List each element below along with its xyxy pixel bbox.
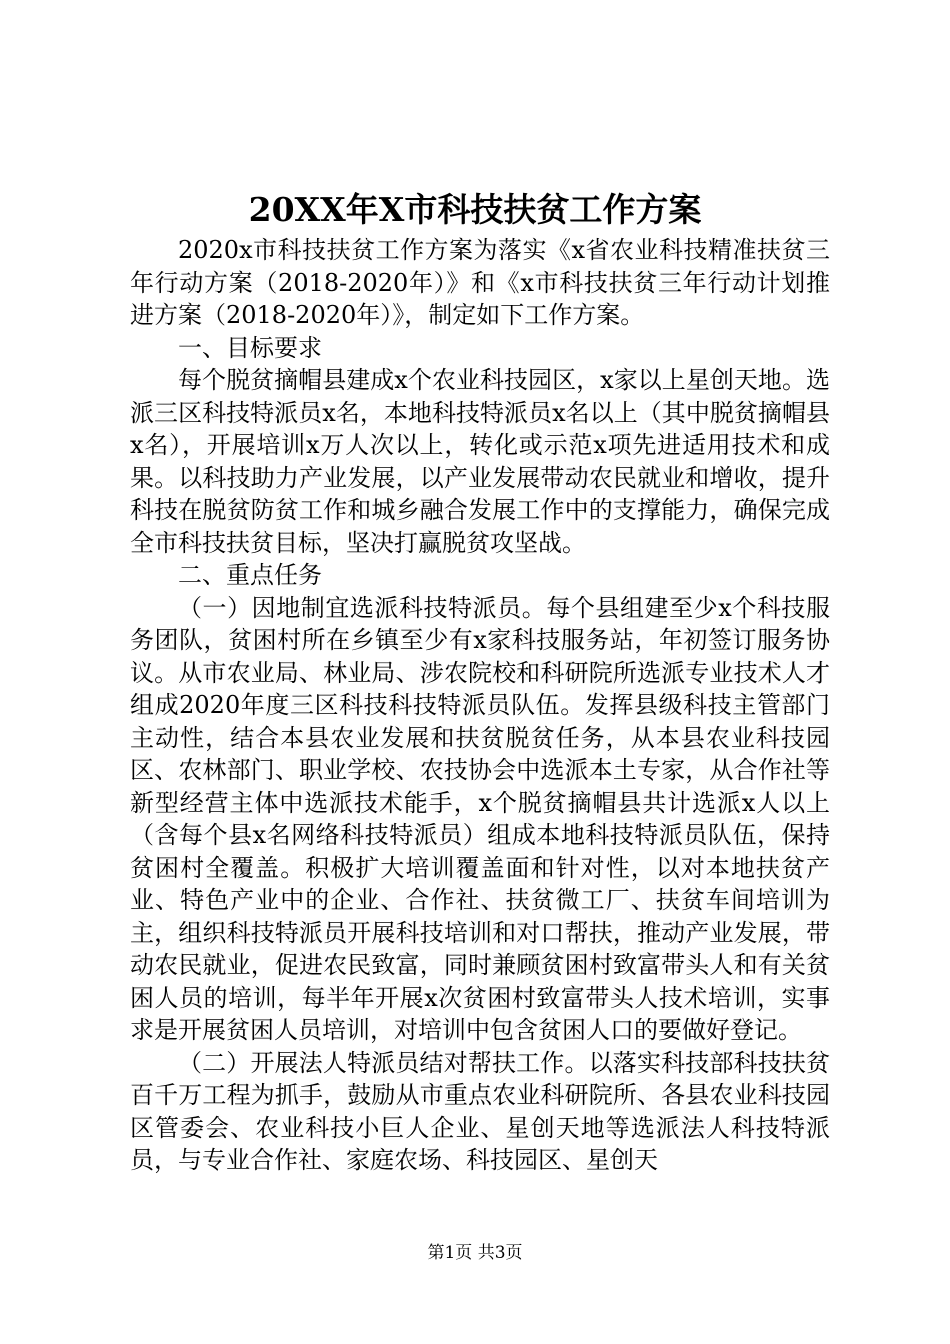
task-two-paragraph: （二）开展法人特派员结对帮扶工作。以落实科技部科技扶贫百千万工程为抓手，鼓励从市重点农业科研院所、各县农业科技园区管委会、农业科技小巨人企业、星创天地等选派法人科技特派员，与专业合作社、家庭农场、科技园区、星创天 bbox=[130, 1048, 830, 1174]
section-heading-goals: 一、目标要求 bbox=[178, 333, 322, 362]
intro-paragraph: 2020x市科技扶贫工作方案为落实《x省农业科技精准扶贫三年行动方案（2018-2020年）》和《x市科技扶贫三年行动计划推进方案（2018-2020年）》，制定如下工作方案。 bbox=[130, 236, 830, 329]
page-number-footer: 第1页 共3页 bbox=[427, 1243, 523, 1263]
task-one-paragraph: （一）因地制宜选派科技特派员。每个县组建至少x个科技服务团队，贫困村所在乡镇至少有x家科技服务站，年初签订服务协议。从市农业局、林业局、涉农院校和科研院所选派专业技术人才组成2020年度三区科技科技特派员队伍。发挥县级科技主管部门主动性，结合本县农业发展和扶贫脱贫任务，从本县农业科技园区、农林部门、职业学校、农技协会中选派本土专家，从合作社等新型经营主体中选派技术能手，x个脱贫摘帽县共计选派x人以上（含每个县x名网络科技特派员）组成本地科技特派员队伍，保持贫困村全覆盖。积极扩大培训覆盖面和针对性，以对本地扶贫产业、特色产业中的企业、合作社、扶贫微工厂、扶贫车间培训为主，组织科技特派员开展科技培训和对口帮扶，推动产业发展，带动农民就业，促进农民致富，同时兼顾贫困村致富带头人和有关贫困人员的培训，每半年开展x次贫困村致富带头人技术培训，实事求是开展贫困人员培训，对培训中包含贫困人口的要做好登记。 bbox=[130, 593, 830, 1044]
document-title: 20XX年X市科技扶贫工作方案 bbox=[248, 190, 702, 229]
document-body bbox=[130, 234, 830, 1177]
goals-paragraph: 每个脱贫摘帽县建成x个农业科技园区，x家以上星创天地。选派三区科技特派员x名，本地科技特派员x名以上（其中脱贫摘帽县x名），开展培训x万人次以上，转化或示范x项先进适用技术和成果。以科技助力产业发展，以产业发展带动农民就业和增收，提升科技在脱贫防贫工作和城乡融合发展工作中的支撑能力，确保完成全市科技扶贫目标，坚决打赢脱贫攻坚战。 bbox=[130, 366, 830, 557]
section-heading-tasks: 二、重点任务 bbox=[178, 561, 322, 589]
